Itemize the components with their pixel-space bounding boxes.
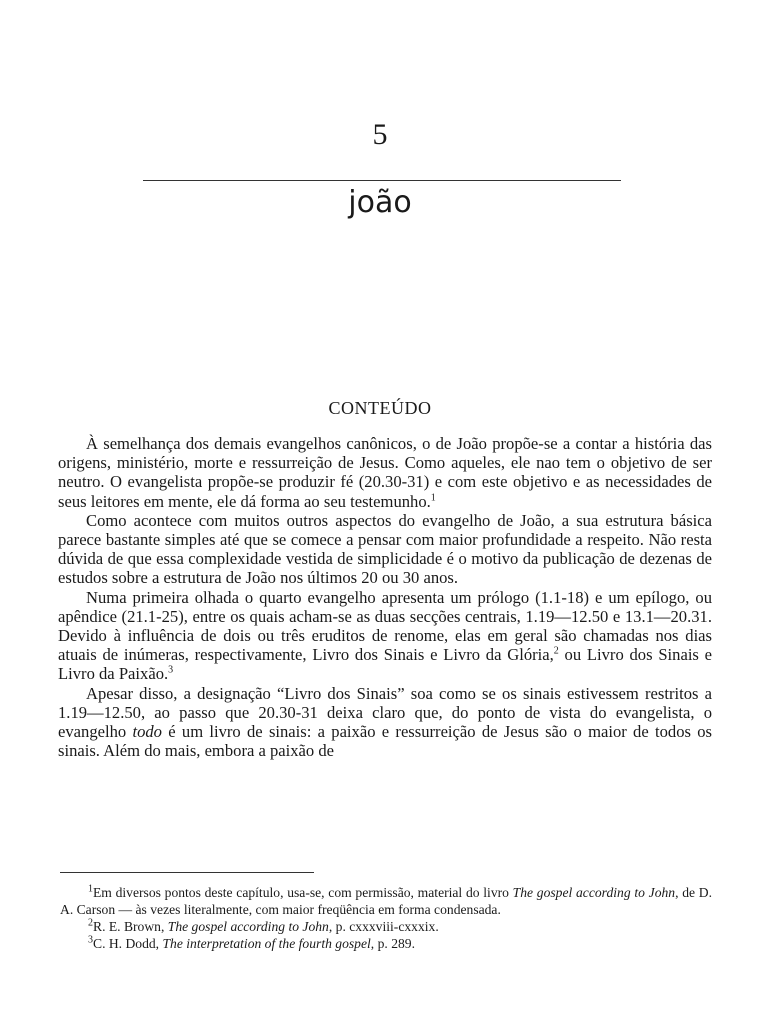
body-text bbox=[58, 434, 712, 760]
footnote-ref-2: 2 bbox=[553, 645, 559, 657]
footnote-ref-1: 1 bbox=[430, 492, 436, 504]
paragraph-2: Como acontece com muitos outros aspectos do evangelho de João, a sua estrutura básica parece bastante simples até que se comece a pensar com maior profundidade a respeito. Não resta dúvida de que essa complexidade vestida de simplicidade é o motivo da publicação de dezenas de estudos sobre a estrutura de João nos últimos 20 ou 30 anos. bbox=[58, 510, 712, 588]
footnote-ref-3: 3 bbox=[168, 664, 174, 676]
footnote-divider bbox=[60, 872, 314, 873]
footnote-3: $^3$C. H. Dodd, The interpretation of the fourth gospel, p. 289. bbox=[88, 934, 415, 951]
footnotes bbox=[60, 884, 712, 952]
paragraph-1: À semelhança dos demais evangelhos canônicos, o de João propõe-se a contar a história das origens, ministério, morte e ressurreição de Jesus. Como aqueles, ele nao tem o objetivo de ser neutro. O evangelista propõe-se produzir fé (20.30-31) e com este objetivo e as necessidades de seus leitores em mente, ele dá forma ao seu testemunho.$^1$ bbox=[58, 434, 712, 511]
paragraph-4: Apesar disso, a designação “Livro dos Sinais” soa como se os sinais estivessem restritos a 1.19—12.50, ao passo que 20.30-31 deixa claro que, do ponto de vista do evangelista, o evangelho todo é um livro de sinais: a paixão e ressurreição de Jesus são o maior de todos os sinais. Além do mais, embora a paixão de bbox=[58, 683, 712, 761]
section-heading: CONTEÚDO bbox=[328, 398, 432, 418]
chapter-title: joão bbox=[348, 185, 412, 220]
paragraph-3: Numa primeira olhada o quarto evangelho apresenta um prólogo (1.1-18) e um epílogo, ou apêndice (21.1-25), entre os quais acham-se as duas secções centrais, 1.19—12.50 e 13.1—20.31. Devido à influência de dois ou três eruditos de renome, elas em geral são chamadas nos dias atuais de inúmeras, respectivamente, Livro dos Sinais e Livro da Glória,$^2$ ou Livro dos Sinais e Livro da Paixão.$^3$ bbox=[58, 587, 713, 684]
footnote-2: $^2$R. E. Brown, The gospel according to John, p. cxxxviii-cxxxix. bbox=[88, 917, 439, 934]
chapter-number: 5 bbox=[372, 118, 388, 151]
footnote-1: $^1$Em diversos pontos deste capítulo, usa-se, com permissão, material do livro The gospel according to John, de D. A. Carson — às vezes literalmente, com maior freqüência em forma condensada. bbox=[60, 883, 712, 917]
chapter-divider bbox=[143, 180, 621, 181]
